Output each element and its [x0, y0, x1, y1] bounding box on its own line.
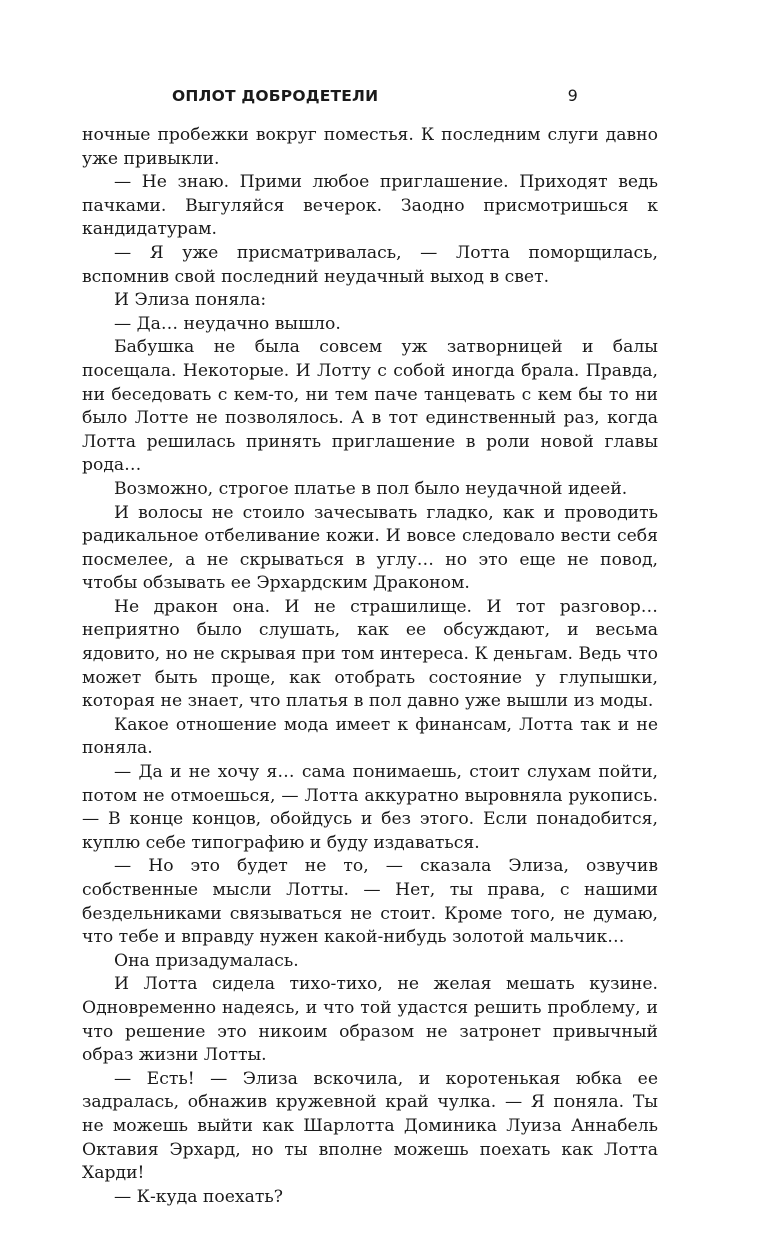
paragraph: Она призадумалась. — [114, 950, 299, 971]
paragraph: — Да и не хочу я… сама понимаешь, стоит слухам пойти, потом не отмоешься, — Лотта аккуратно выровняла рукопись. — В конце концов, обойдусь и без этого. Если понадобится, куплю себе типографию и буду издаваться. — [82, 762, 658, 853]
paragraph: — Но это будет не то, — сказала Элиза, озвучив собственные мысли Лотты. — Нет, ты права, с нашими бездельниками связываться не стоит. Кроме того, не думаю, что тебе и вправду нужен какой-нибудь золотой мальчик… — [82, 856, 658, 948]
paragraph: Какое отношение мода имеет к финансам, Лотта так и не поняла. — [82, 714, 658, 759]
book-title: ОПЛОТ ДОБРОДЕТЕЛИ — [172, 87, 379, 105]
paragraph: И волосы не стоило зачесывать гладко, как и проводить радикальное отбеливание кожи. И вовсе следовало вести себя посмелее, а не скрываться в углу… но это еще не повод, чтобы обзывать ее Эрхардским Драконом. — [82, 502, 658, 594]
paragraph: — Да… неудачно вышло. — [114, 313, 341, 334]
paragraph: — К-куда поехать? — [114, 1186, 283, 1207]
paragraph: — Я уже присматривалась, — Лотта поморщилась, вспомнив свой последний неудачный выход в свет. — [82, 242, 658, 287]
body-text — [82, 124, 658, 1209]
running-header — [82, 86, 658, 120]
paragraph: — Не знаю. Прими любое приглашение. Приходят ведь пачками. Выгуляйся вечерок. Заодно присмотришься к кандидатурам. — [82, 172, 658, 240]
paragraph: И Элиза поняла: — [114, 290, 267, 311]
paragraph: ночные пробежки вокруг поместья. К последним слуги давно уже привыкли. — [82, 125, 658, 169]
paragraph: Не дракон она. И не страшилище. И тот разговор… неприятно было слушать, как ее обсуждают, и весьма ядовито, но не скрывая при том интереса. К деньгам. Ведь что может быть проще, как отобрать состояние у глупышки, которая не знает, что платья в пол давно уже вышли из моды. — [82, 596, 658, 712]
page-number: 9 — [567, 86, 578, 105]
book-page — [82, 86, 658, 1209]
paragraph: Возможно, строгое платье в пол было неудачной идеей. — [114, 478, 628, 499]
paragraph: — Есть! — Элиза вскочила, и коротенькая юбка ее задралась, обнажив кружевной край чулка. — Я поняла. Ты не можешь выйти как Шарлотта Доминика Луиза Аннабель Октавия Эрхард, но ты вполне можешь поехать как Лотта Харди! — [82, 1068, 658, 1184]
paragraph: Бабушка не была совсем уж затворницей и балы посещала. Некоторые. И Лотту с собой иногда брала. Правда, ни беседовать с кем-то, ни тем паче танцевать с кем бы то ни было Лотте не позволялось. А в тот единственный раз, когда Лотта решилась принять приглашение в роли новой главы рода… — [82, 337, 658, 476]
paragraph: И Лотта сидела тихо-тихо, не желая мешать кузине. Одновременно надеясь, и что той удастся решить проблему, и что решение это никоим образом не затронет привычный образ жизни Лотты. — [82, 974, 658, 1066]
